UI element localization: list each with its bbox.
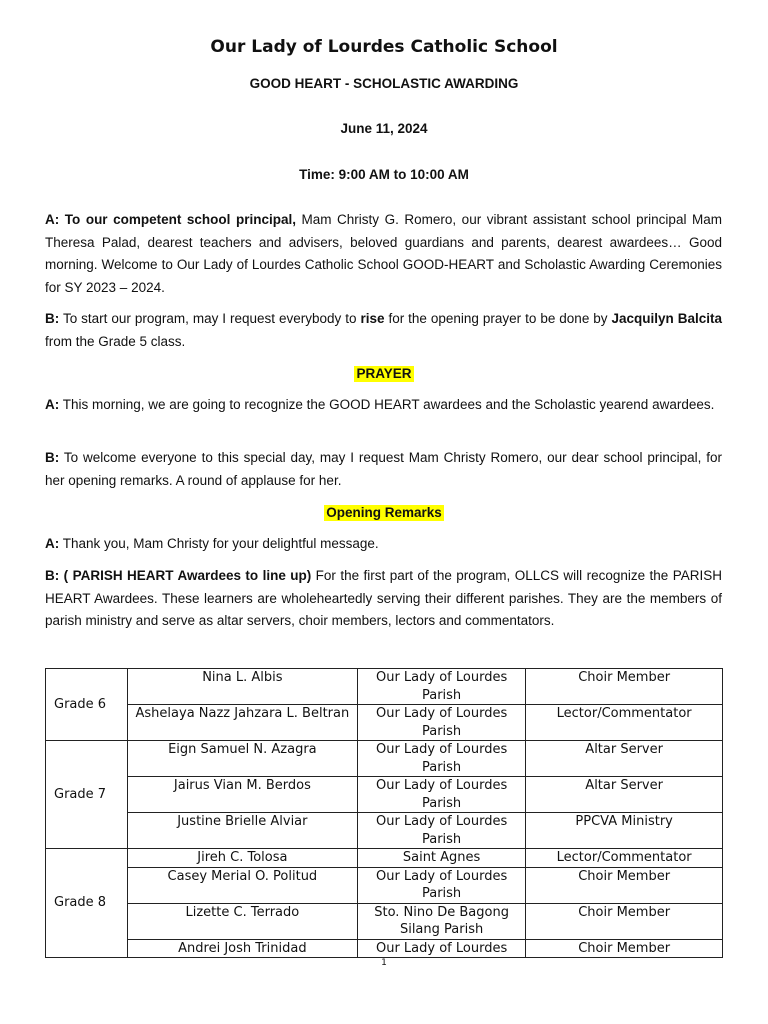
page-number: 1 (381, 958, 387, 968)
table-row (46, 669, 723, 705)
table-row (46, 903, 723, 939)
line-up-instruction: ( PARISH HEART Awardees to line up) (59, 568, 312, 583)
awardee-role: Lector/Commentator (526, 849, 723, 868)
table-row (46, 867, 723, 903)
awardee-name: Lizette C. Terrado (127, 903, 357, 939)
awardee-parish: Our Lady of Lourdes Parish (357, 669, 525, 705)
grade-label: Grade 6 (46, 669, 128, 741)
awardee-parish: Saint Agnes (357, 849, 525, 868)
event-date: June 11, 2024 (340, 121, 428, 136)
paragraph-text: To start our program, may I request everybody to (59, 311, 361, 326)
script-paragraph-2 (45, 308, 722, 353)
awardee-parish: Our Lady of Lourdes Parish (357, 705, 525, 741)
awardee-name: Andrei Josh Trinidad (127, 939, 357, 958)
table-row (46, 813, 723, 849)
awardee-parish: Sto. Nino De Bagong Silang Parish (357, 903, 525, 939)
awardee-parish: Our Lady of Lourdes Parish (357, 813, 525, 849)
speaker-label: A: (45, 536, 60, 551)
speaker-label: A: (45, 397, 60, 412)
grade-label: Grade 8 (46, 849, 128, 958)
script-paragraph-4 (45, 447, 722, 492)
awardee-role: Altar Server (526, 777, 723, 813)
awardee-role: Choir Member (526, 669, 723, 705)
script-paragraph-6 (45, 565, 722, 633)
script-paragraph-1 (45, 209, 722, 300)
paragraph-text: This morning, we are going to recognize the GOOD HEART awardees and the Scholastic yearend awardees. (59, 397, 715, 412)
opening-remarks-cue: Opening Remarks (326, 505, 442, 520)
awardee-name: Nina L. Albis (127, 669, 357, 705)
emphasis-rise: rise (360, 311, 385, 326)
greeting-text: Mam Christy G. Romero, our vibrant assistant school principal Mam Theresa Palad, dearest teachers and advisers, beloved guardians and parents, dearest awardees… Good morning. Welcome to Our Lady of Lourdes Catholic School GOOD-HEART and Scholastic Awarding Ceremonies for SY 2023 – 2024. (45, 212, 722, 296)
awardee-parish: Our Lady of Lourdes (357, 939, 525, 958)
event-time: Time: 9:00 AM to 10:00 AM (299, 167, 469, 182)
awardee-name: Eign Samuel N. Azagra (127, 741, 357, 777)
speaker-label: B: (45, 450, 60, 465)
prayer-leader-name: Jacquilyn Balcita (611, 311, 723, 326)
greeting-lead: To our competent school principal, (59, 212, 296, 227)
table-row (46, 939, 723, 958)
school-name: Our Lady of Lourdes Catholic School (210, 37, 558, 57)
awardee-role: Altar Server (526, 741, 723, 777)
speaker-label: B: (45, 311, 60, 326)
awardee-name: Ashelaya Nazz Jahzara L. Beltran (127, 705, 357, 741)
paragraph-text: To welcome everyone to this special day, may I request Mam Christy Romero, our dear school principal, for her opening remarks. A round of applause for her. (45, 450, 722, 488)
awardee-role: PPCVA Ministry (526, 813, 723, 849)
awardee-role: Choir Member (526, 939, 723, 958)
event-title: GOOD HEART - SCHOLASTIC AWARDING (249, 76, 519, 91)
awardee-parish: Our Lady of Lourdes Parish (357, 777, 525, 813)
speaker-label: A: (45, 212, 60, 227)
awardee-name: Justine Brielle Alviar (127, 813, 357, 849)
table-row (46, 705, 723, 741)
table-row (46, 741, 723, 777)
awardee-parish: Our Lady of Lourdes Parish (357, 867, 525, 903)
prayer-cue: PRAYER (356, 366, 412, 381)
parish-heart-awardees-table (45, 668, 723, 958)
grade-label: Grade 7 (46, 741, 128, 849)
prayer-cue-row (0, 365, 768, 383)
paragraph-text: For the first part of the program, OLLCS will recognize the PARISH HEART Awardees. These learners are wholeheartedly serving their different parishes. They are the members of parish ministry and serve as altar servers, choir members, lectors and commentators. (45, 568, 722, 629)
script-paragraph-3 (45, 394, 722, 417)
awardee-name: Casey Merial O. Politud (127, 867, 357, 903)
awardee-role: Choir Member (526, 903, 723, 939)
awardee-parish: Our Lady of Lourdes Parish (357, 741, 525, 777)
awardee-role: Choir Member (526, 867, 723, 903)
paragraph-text: from the Grade 5 class. (45, 333, 186, 349)
paragraph-text: for the opening prayer to be done by (384, 311, 612, 326)
awardee-role: Lector/Commentator (526, 705, 723, 741)
paragraph-text: Thank you, Mam Christy for your delightful message. (59, 536, 379, 551)
table-row (46, 777, 723, 813)
opening-remarks-cue-row (0, 504, 768, 522)
speaker-label: B: (45, 568, 60, 583)
awardee-name: Jairus Vian M. Berdos (127, 777, 357, 813)
table-row (46, 849, 723, 868)
awardee-name: Jireh C. Tolosa (127, 849, 357, 868)
script-paragraph-5 (45, 533, 722, 556)
